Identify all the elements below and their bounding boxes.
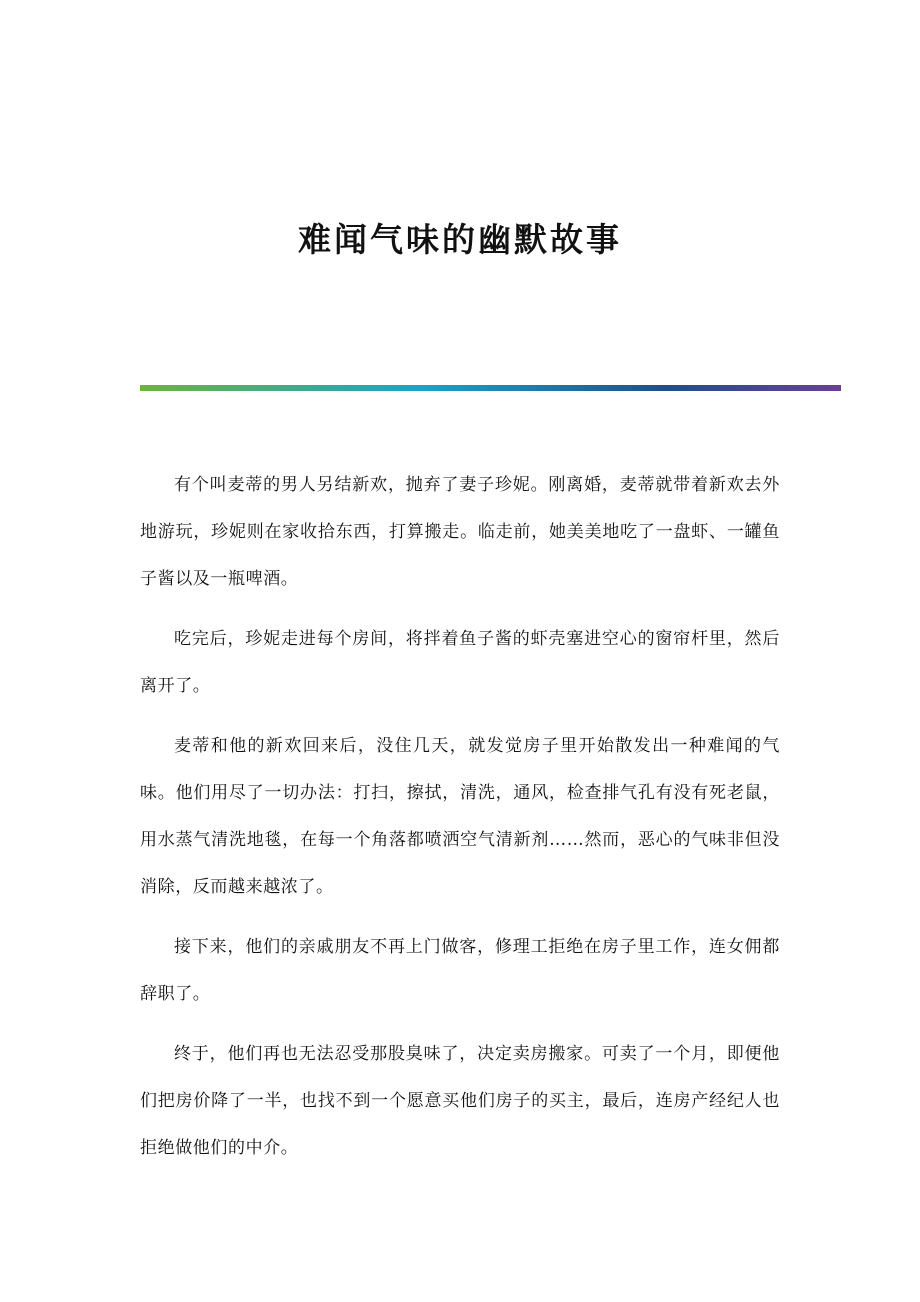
paragraph: 有个叫麦蒂的男人另结新欢，抛弃了妻子珍妮。刚离婚，麦蒂就带着新欢去外地游玩，珍妮则在家收拾东西，打算搬走。临走前，她美美地吃了一盘虾、一罐鱼子酱以及一瓶啤酒。 (140, 475, 780, 589)
paragraph: 终于，他们再也无法忍受那股臭味了，决定卖房搬家。可卖了一个月，即便他们把房价降了一半，也找不到一个愿意买他们房子的买主，最后，连房产经纪人也拒绝做他们的中介。 (140, 1044, 780, 1158)
paragraph: 麦蒂和他的新欢回来后，没住几天，就发觉房子里开始散发出一种难闻的气味。他们用尽了一切办法：打扫，擦拭，清洗，通风，检查排气孔有没有死老鼠，用水蒸气清洗地毯，在每一个角落都喷洒空气清新剂……然而，恶心的气味非但没消除，反而越来越浓了。 (140, 736, 780, 897)
story-body (140, 462, 780, 1185)
paragraph: 接下来，他们的亲戚朋友不再上门做客，修理工拒绝在房子里工作，连女佣都辞职了。 (140, 937, 780, 1004)
paragraph: 吃完后，珍妮走进每个房间，将拌着鱼子酱的虾壳塞进空心的窗帘杆里，然后离开了。 (140, 629, 780, 696)
document-title: 难闻气味的幽默故事 (298, 220, 622, 259)
title-divider (140, 385, 841, 391)
